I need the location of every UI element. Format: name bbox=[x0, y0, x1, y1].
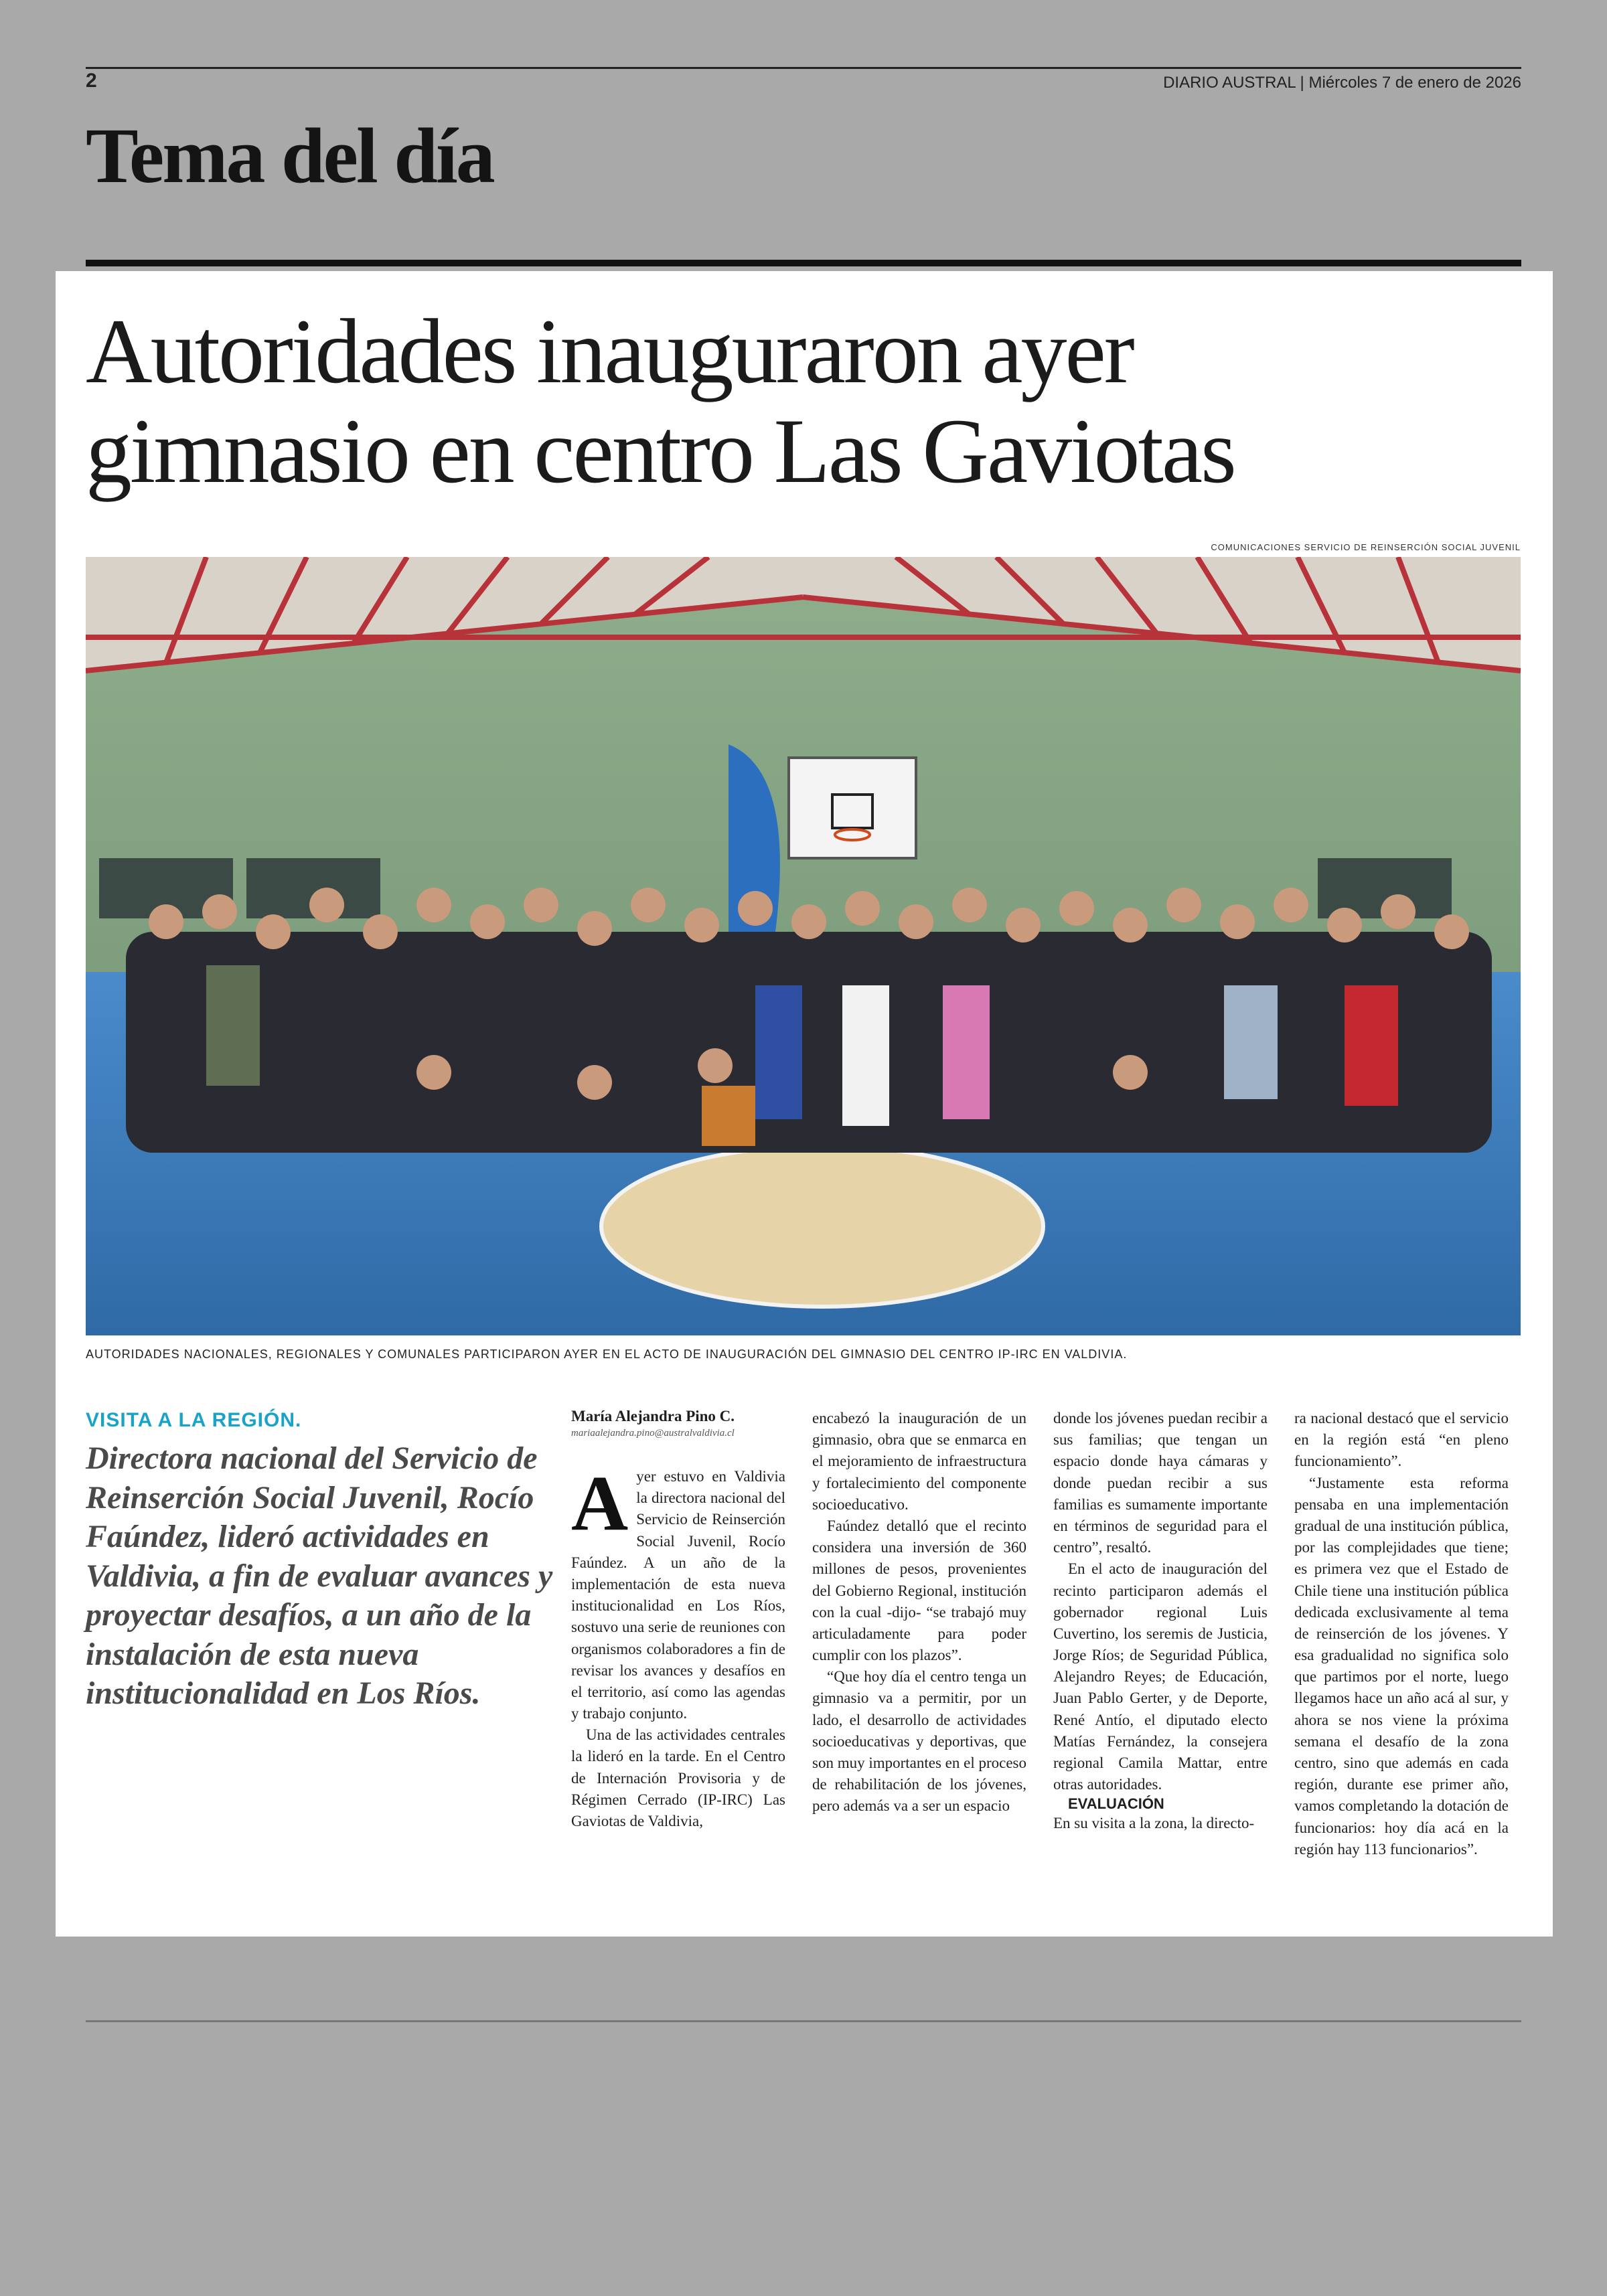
article-column-2 bbox=[812, 1408, 1026, 1817]
section-rule bbox=[86, 260, 1521, 266]
paragraph-2: Una de las actividades centrales la lideró en la tarde. En el Centro de Internación Provisoria y de Régimen Cerrado (IP-IRC) Las Gaviotas de Valdivia, bbox=[571, 1726, 785, 1829]
kicker: VISITA A LA REGIÓN. bbox=[86, 1409, 302, 1431]
paragraph-1-text: yer estuvo en Valdivia la directora nacional del Servicio de Reinserción Social Juvenil, Rocío Faúndez. A un año de la implementación de esta nueva institucionalidad en Los Ríos, sostuvo una serie de reuniones con organismos colaboradores a fin de revisar los avances y desafíos en el territorio, así como las agendas y trabajo conjunto. bbox=[571, 1468, 786, 1722]
photo-caption: AUTORIDADES NACIONALES, REGIONALES Y COMUNALES PARTICIPARON AYER EN EL ACTO DE INAUGURACIÓN DEL GIMNASIO DEL CENTRO IP-IRC EN VALDIVIA. bbox=[86, 1347, 1128, 1361]
author-email: mariaalejandra.pino@australvaldivia.cl bbox=[571, 1428, 735, 1439]
paragraph-3: encabezó la inauguración de un gimnasio, obra que se enmarca en el mejoramiento de infraestructura y fortalecimiento del componente socioeducativo. bbox=[812, 1410, 1026, 1513]
deck: Directora nacional del Servicio de Reinserción Social Juvenil, Rocío Faúndez, lideró actividades en Valdivia, a fin de evaluar avances y proyectar desafíos, a un año de la instalación de esta nueva institucionalidad en Los Ríos. bbox=[86, 1441, 553, 1712]
article-column-1 bbox=[571, 1408, 785, 1832]
drop-cap: A bbox=[571, 1459, 629, 1547]
top-rule bbox=[86, 67, 1521, 69]
article-column-3 bbox=[1053, 1408, 1268, 1835]
article-column-4 bbox=[1294, 1408, 1509, 1860]
paragraph-6: donde los jóvenes puedan recibir a sus familias; que tengan un espacio donde haya cámaras y donde puedan recibir a sus familias es sumamente importante en términos de seguridad para el centro”, resaltó. bbox=[1053, 1410, 1268, 1556]
paragraph-5: “Que hoy día el centro tenga un gimnasio va a permitir, por un lado, el desarrollo de actividades socioeducativas y deportivas, que son muy importantes en el proceso de rehabilitación de los jóvenes, pero además va a ser un espacio bbox=[812, 1668, 1027, 1815]
paragraph-9: ra nacional destacó que el servicio en la región está “en pleno funcionamiento”. bbox=[1294, 1410, 1509, 1470]
masthead: DIARIO AUSTRAL | Miércoles 7 de enero de 2026 bbox=[1163, 74, 1521, 92]
page-number: 2 bbox=[86, 70, 97, 92]
article-photo bbox=[86, 557, 1521, 1335]
gym-group-photo bbox=[86, 557, 1521, 1335]
byline: María Alejandra Pino C. bbox=[571, 1408, 735, 1424]
paragraph-10: “Justamente esta reforma pensaba en una implementación gradual de una institución pública, por las complejidades que tiene; es primera vez que el Estado de Chile tiene una institución pública dedicada exclusivamente al tema de reinserción de los jóvenes. Y esa gradualidad no significa solo que partimos por el norte, luego llegamos hace un año acá al sur, y ahora se nos viene la próxima semana el desafío de la zona centro, sino que además en cada región, durante ese primer año, vamos completando la dotación de funcionarios: hoy día acá en la región hay 113 funcionarios”. bbox=[1294, 1474, 1509, 1858]
paragraph-4: Faúndez detalló que el recinto considera una inversión de 360 millones de pesos, provenientes del Gobierno Regional, institución con la cual -dijo- “se trabajó muy articuladamente para poder cumplir con los plazos”. bbox=[812, 1517, 1026, 1664]
headline-line-2: gimnasio en centro Las Gaviotas bbox=[86, 400, 1235, 503]
headline bbox=[86, 301, 1525, 501]
bottom-rule bbox=[86, 2020, 1521, 2022]
paragraph-8: En su visita a la zona, la directo- bbox=[1053, 1815, 1255, 1832]
paragraph-1 bbox=[571, 1459, 786, 1724]
subhead-evaluacion: EVALUACIÓN bbox=[1068, 1795, 1164, 1813]
photo-credit: COMUNICACIONES SERVICIO DE REINSERCIÓN SOCIAL JUVENIL bbox=[1211, 542, 1521, 552]
headline-line-1: Autoridades inauguraron ayer bbox=[86, 300, 1133, 402]
article-card bbox=[56, 271, 1553, 1937]
paragraph-7: En el acto de inauguración del recinto participaron además el gobernador regional Luis Cuvertino, los seremis de Justicia, Jorge Ríos; de Seguridad Pública, Alejandro Reyes; de Educación, Juan Pablo Gerter, y de Deporte, René Antío, el diputado electo Matías Fernández, la consejera regional Camila Mattar, entre otras autoridades. bbox=[1053, 1560, 1268, 1793]
section-title: Tema del día bbox=[86, 112, 493, 199]
